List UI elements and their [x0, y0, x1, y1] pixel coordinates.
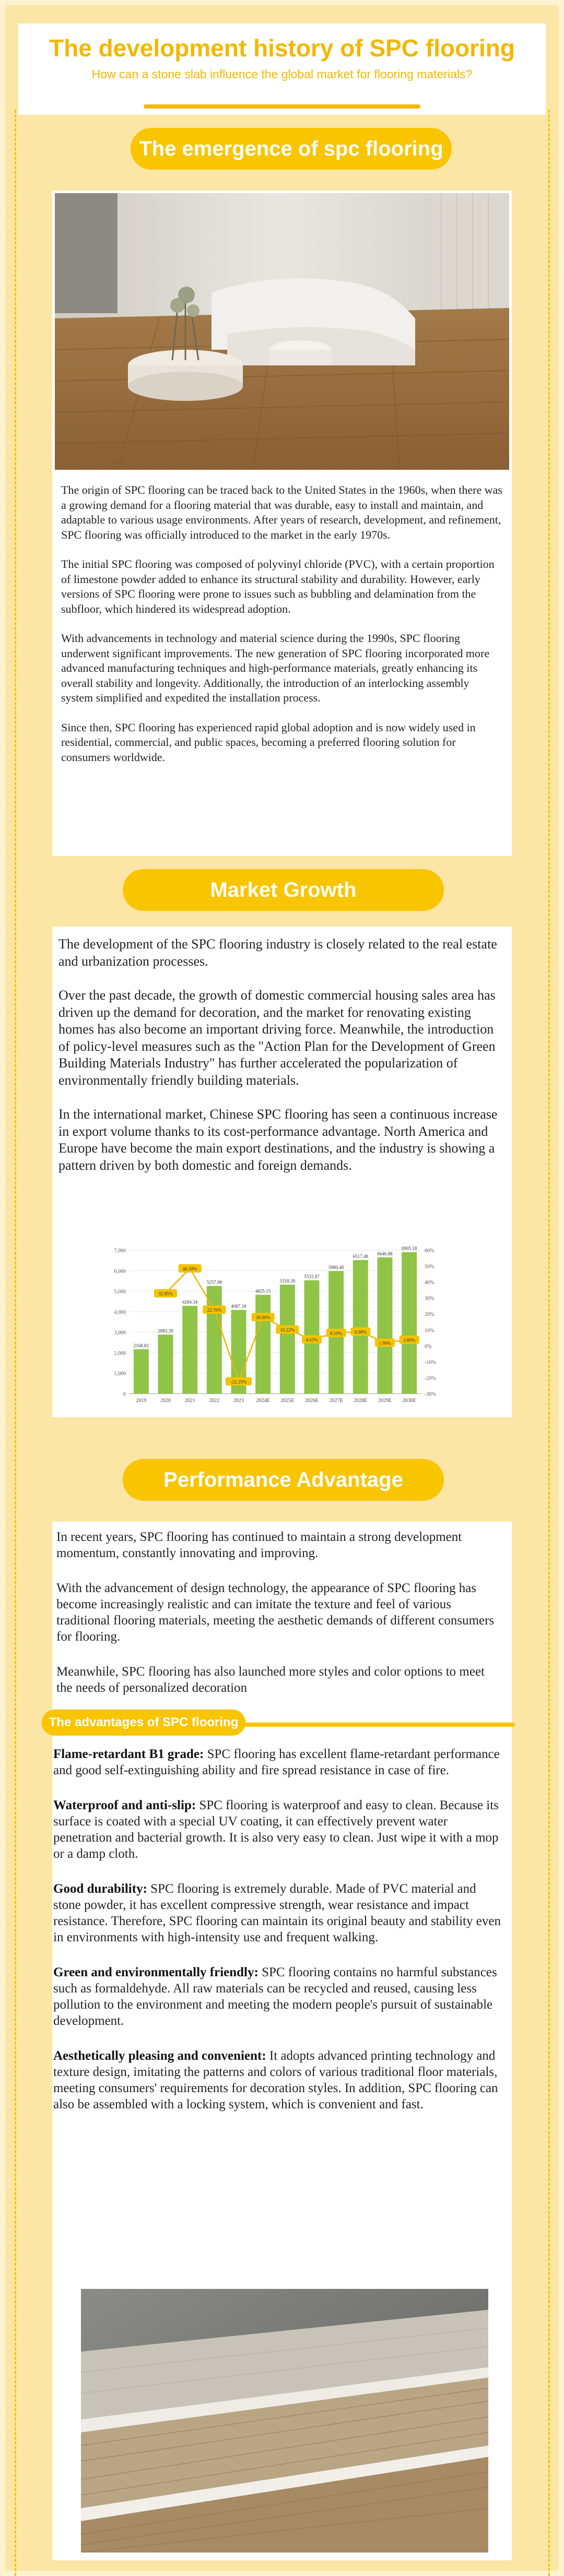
- advantage-title: Flame-retardant B1 grade:: [53, 1747, 204, 1761]
- growth-label: 48.59%: [182, 1266, 197, 1272]
- bar: [134, 1349, 149, 1394]
- section-title-market-growth: Market Growth: [123, 869, 444, 911]
- y2-tick-label: -30%: [425, 1392, 436, 1397]
- bar-value-label: 4825.15: [255, 1288, 271, 1294]
- y-tick-label: 5,000: [114, 1289, 126, 1295]
- advantages-list: [53, 1746, 502, 2131]
- advantage-title: Aesthetically pleasing and convenient:: [53, 2049, 266, 2063]
- paragraph: In the international market, Chinese SPC flooring has seen a continuous increase in export volume thanks to its cost-performance advantage. North America and Europe have become the main export destinations, and the industry is showing a pattern driven by both domestic and foreign demands.: [58, 1107, 498, 1173]
- bar-value-label: 5980.48: [328, 1265, 344, 1271]
- x-tick-label: 2020: [160, 1398, 171, 1404]
- bar-value-label: 5318.39: [279, 1278, 295, 1284]
- market-size-chart: [100, 1245, 455, 1412]
- y2-tick-label: 40%: [425, 1280, 434, 1286]
- bar: [158, 1335, 173, 1394]
- x-tick-label: 2027E: [329, 1398, 343, 1404]
- advantage-title: Good durability:: [53, 1882, 147, 1896]
- advantage-text: SPC flooring has excellent flame-retardant performance and good self-extinguishing ability and fire spread resistance in case of fire.: [53, 1747, 500, 1777]
- y-tick-label: 7,000: [114, 1248, 126, 1254]
- y2-tick-label: 10%: [425, 1327, 434, 1334]
- paragraph: With advancements in technology and material science during the 1990s, SPC flooring underwent significant improvements. The new generation of SPC flooring incorporated more advanced manufacturing techniques and high-performance materials, greatly enhancing its overall stability and longevity. Additionally, the introduction of an interlocking assembly system simplified and expedited the installation process.: [61, 632, 490, 704]
- advantage-item: [53, 2048, 502, 2112]
- y-tick-label: 6,000: [114, 1268, 126, 1275]
- y-tick-label: 3,000: [114, 1330, 126, 1336]
- bar-value-label: 2168.82: [133, 1343, 149, 1348]
- bar-value-label: 4087.18: [231, 1303, 246, 1309]
- section-title-emergence: The emergence of spc flooring: [131, 128, 452, 170]
- paragraph: With the advancement of design technology, the appearance of SPC flooring has become increasingly realistic and can imitate the texture and feel of various traditional flooring materials, meeting the aesthetic demands of different consumers for flooring.: [56, 1581, 495, 1644]
- advantages-tag: The advantages of SPC flooring: [42, 1710, 245, 1736]
- growth-label: 8.10%: [330, 1331, 343, 1336]
- right-dashed-border: [548, 110, 550, 2576]
- header-underline: [144, 104, 420, 109]
- y-tick-label: 0: [123, 1392, 126, 1397]
- x-tick-label: 2029E: [378, 1398, 392, 1404]
- growth-label: 32.95%: [158, 1291, 173, 1297]
- bar: [353, 1260, 368, 1394]
- x-tick-label: 2023: [233, 1398, 244, 1404]
- x-tick-label: 2019: [136, 1398, 147, 1404]
- x-tick-label: 2028E: [354, 1398, 368, 1404]
- section2-text: [58, 936, 502, 1191]
- section-title-performance: Performance Advantage: [123, 1459, 444, 1501]
- section1-panel: [52, 191, 512, 856]
- paragraph: The origin of SPC flooring can be traced back to the United States in the 1960s, when there was a growing demand for a flooring material that was durable, easy to install and maintain, and adaptable to various usage environments. After years of research, development, and refinement, SPC flooring was officially introduced to the market in the early 1970s.: [61, 483, 502, 541]
- x-tick-label: 2025E: [280, 1398, 295, 1404]
- header: [18, 23, 546, 115]
- paragraph: In recent years, SPC flooring has continued to maintain a strong development momentum, constantly innovating and improving.: [56, 1530, 462, 1560]
- y-tick-label: 4,000: [114, 1309, 126, 1315]
- bar: [378, 1257, 393, 1394]
- bar-value-label: 4284.34: [182, 1299, 198, 1305]
- y2-tick-label: 50%: [425, 1264, 434, 1270]
- x-tick-label: 2030E: [402, 1398, 416, 1404]
- paragraph: Meanwhile, SPC flooring has also launched more styles and color options to meet the needs of personalized decoration: [56, 1665, 485, 1695]
- x-tick-label: 2024E: [256, 1398, 270, 1404]
- growth-label: 4.03%: [306, 1337, 318, 1343]
- advantage-item: [53, 1746, 502, 1778]
- advantage-text: SPC flooring is waterproof and easy to clean. Because its surface is coated with a special UV coating, it can effectively prevent water penetration and bacterial growth. It is also very easy to clean. Just wipe it with a mop or a damp cloth.: [53, 1798, 499, 1861]
- growth-label: 8.98%: [354, 1329, 367, 1335]
- bar: [402, 1252, 417, 1394]
- bar: [280, 1285, 295, 1394]
- growth-label: 3.89%: [403, 1337, 416, 1343]
- advantage-title: Waterproof and anti-slip:: [53, 1798, 196, 1812]
- advantage-text: It adopts advanced printing technology and texture design, imitating the patterns and colors of various traditional floor materials, meeting consumers' requirements for decoration styles. In addition, SPC flooring can also be assembled with a locking system, which is convenient and fast.: [53, 2049, 498, 2111]
- bar: [182, 1306, 197, 1394]
- page-title: The development history of SPC flooring: [49, 34, 515, 62]
- growth-label: 22.70%: [207, 1307, 222, 1313]
- advantage-text: SPC flooring is extremely durable. Made of PVC material and stone powder, it has excellent compressive strength, wear resistance and impact resistance. Therefore, SPC flooring can maintain its original beauty and stability even in environments with high-intensity use and frequent walking.: [53, 1882, 501, 1944]
- bar: [207, 1286, 222, 1394]
- bar-value-label: 6517.48: [352, 1253, 368, 1259]
- growth-label: -22.25%: [230, 1379, 247, 1385]
- y-tick-label: 1,000: [114, 1371, 126, 1377]
- paragraph: The development of the SPC flooring industry is closely related to the real estate and urbanization processes.: [58, 936, 497, 969]
- paragraph: Over the past decade, the growth of domestic commercial housing sales area has driven up the demand for decoration, and the market for renovating existing homes has also become an important driving force. Meanwhile, the introduction of policy-level measures such as the "Action Plan for the Development of Green Building Materials Industry" has further accelerated the popularization of environmentally friendly building materials.: [58, 988, 496, 1088]
- bar-value-label: 6646.88: [377, 1251, 393, 1256]
- section3-panel: [52, 1522, 512, 2560]
- bar-value-label: 2883.39: [158, 1328, 173, 1334]
- advantage-title: Green and environmentally friendly:: [53, 1965, 258, 1979]
- y2-tick-label: 20%: [425, 1312, 434, 1318]
- page-subtitle: How can a stone slab influence the global market for flooring materials?: [91, 67, 473, 81]
- advantage-item: [53, 1964, 502, 2029]
- section1-text: [61, 483, 502, 779]
- advantage-item: [53, 1881, 502, 1945]
- bar: [255, 1295, 271, 1394]
- x-tick-label: 2026E: [304, 1398, 319, 1404]
- y2-tick-label: 30%: [425, 1296, 434, 1302]
- x-tick-label: 2022: [209, 1398, 220, 1404]
- bar-value-label: 5532.47: [304, 1274, 320, 1279]
- section3-intro: [56, 1529, 500, 1715]
- y2-tick-label: -10%: [425, 1359, 436, 1366]
- growth-label: 18.06%: [255, 1315, 271, 1321]
- bar-value-label: 6905.18: [402, 1245, 417, 1251]
- left-dashed-border: [15, 110, 16, 2576]
- y2-tick-label: 0%: [425, 1344, 432, 1350]
- paragraph: Since then, SPC flooring has experienced rapid global adoption and is now widely used in residential, commercial, and public spaces, becoming a preferred flooring solution for consumers worldwide.: [61, 720, 476, 764]
- living-room-photo: [55, 193, 509, 470]
- paragraph: The initial SPC flooring was composed of polyvinyl chloride (PVC), with a certain proportion of limestone powder added to enhance its structural stability and durability. However, early versions of SPC flooring were prone to issues such as bubbling and delamination from the subfloor, which hindered its widespread adoption.: [61, 557, 495, 615]
- advantage-item: [53, 1797, 502, 1862]
- flooring-planks-photo: [81, 2289, 488, 2553]
- y2-tick-label: -20%: [425, 1375, 436, 1382]
- growth-label: 1.99%: [379, 1340, 391, 1346]
- growth-label: 10.22%: [280, 1327, 295, 1333]
- x-tick-label: 2021: [184, 1398, 195, 1404]
- bar-value-label: 5257.08: [206, 1279, 222, 1285]
- y2-tick-label: 60%: [425, 1248, 434, 1254]
- section2-panel: [52, 927, 512, 1417]
- y-tick-label: 2,000: [114, 1350, 126, 1357]
- advantage-text: SPC flooring contains no harmful substances such as formaldehyde. All raw materials can be recycled and reused, causing less pollution to the environment and meeting the modern people's pursuit of sustainable development.: [53, 1965, 497, 2028]
